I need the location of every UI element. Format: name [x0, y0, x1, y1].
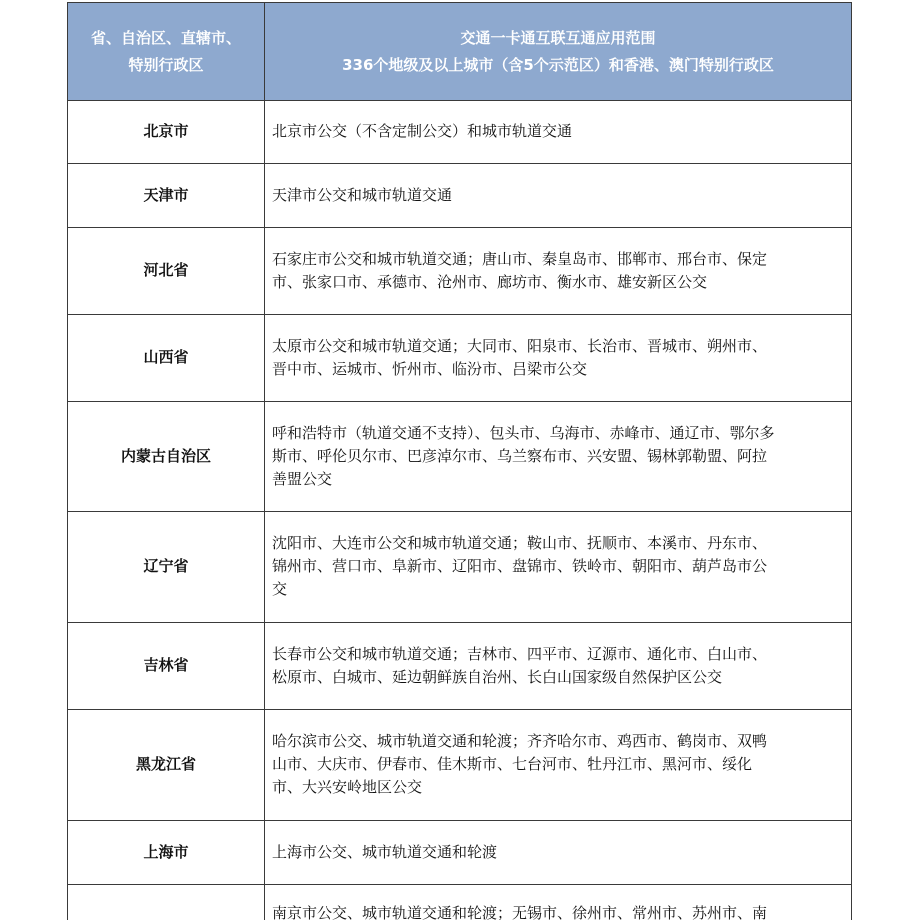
table-row	[68, 885, 852, 920]
scope-line: 沈阳市、大连市公交和城市轨道交通；鞍山市、抚顺市、本溪市、丹东市、	[272, 534, 768, 552]
scope-line: 市、大兴安岭地区公交	[272, 778, 423, 796]
scope-line: 交	[272, 580, 288, 598]
scope-cell	[265, 402, 852, 512]
scope-line: 松原市、白城市、延边朝鲜族自治州、长白山国家级自然保护区公交	[272, 667, 723, 686]
scope-cell	[265, 315, 852, 402]
scope-cell	[265, 710, 852, 821]
scope-line: 哈尔滨市公交、城市轨道交通和轮渡；齐齐哈尔市、鸡西市、鹤岗市、双鸭	[272, 732, 768, 750]
scope-cell	[265, 164, 852, 228]
scope-line: 上海市公交、城市轨道交通和轮渡	[272, 842, 498, 861]
table-row	[68, 315, 852, 402]
region-cell: 黑龙江省	[68, 710, 265, 821]
header-scope-line: 交通一卡通互联互通应用范围	[460, 28, 656, 47]
table-row	[68, 710, 852, 821]
table-row	[68, 821, 852, 885]
scope-cell	[265, 821, 852, 885]
region-cell: 吉林省	[68, 623, 265, 710]
scope-cell	[265, 623, 852, 710]
table-row	[68, 101, 852, 164]
scope-line: 晋中市、运城市、忻州市、临汾市、吕梁市公交	[272, 359, 588, 378]
header-scope	[265, 3, 852, 101]
header-region-line: 省、自治区、直辖市、	[90, 28, 241, 47]
scope-line: 善盟公交	[272, 469, 333, 488]
region-cell	[68, 885, 265, 920]
region-cell: 天津市	[68, 164, 265, 228]
scope-line: 斯市、呼伦贝尔市、巴彦淖尔市、乌兰察布市、兴安盟、锡林郭勒盟、阿拉	[272, 446, 768, 465]
table-header-row	[68, 3, 852, 101]
scope-line: 呼和浩特市（轨道交通不支持）、包头市、乌海市、赤峰市、通辽市、鄂尔多	[272, 423, 775, 442]
region-cell: 山西省	[68, 315, 265, 402]
scope-cell	[265, 101, 852, 164]
scope-line: 北京市公交（不含定制公交）和城市轨道交通	[272, 122, 573, 140]
table-row	[68, 164, 852, 228]
scope-line: 石家庄市公交和城市轨道交通；唐山市、秦皇岛市、邯郸市、邢台市、保定	[272, 249, 768, 268]
scope-line: 山市、大庆市、伊春市、佳木斯市、七台河市、牡丹江市、黑河市、绥化	[272, 755, 753, 773]
table-row	[68, 228, 852, 315]
scope-line: 天津市公交和城市轨道交通	[272, 185, 453, 204]
scope-line: 长春市公交和城市轨道交通；吉林市、四平市、辽源市、通化市、白山市、	[272, 644, 768, 663]
scope-cell	[265, 512, 852, 623]
transit-card-table-container	[67, 2, 851, 920]
scope-line: 太原市公交和城市轨道交通；大同市、阳泉市、长治市、晋城市、朔州市、	[272, 336, 768, 355]
table-row	[68, 512, 852, 623]
scope-cell	[265, 228, 852, 315]
region-cell: 河北省	[68, 228, 265, 315]
scope-cell	[265, 885, 852, 920]
region-cell: 辽宁省	[68, 512, 265, 623]
header-region	[68, 3, 265, 101]
region-cell: 北京市	[68, 101, 265, 164]
header-scope-line: 336个地级及以上城市（含5个示范区）和香港、澳门特别行政区	[342, 55, 774, 74]
region-cell: 上海市	[68, 821, 265, 885]
table-row	[68, 402, 852, 512]
scope-line: 市、张家口市、承德市、沧州市、廊坊市、衡水市、雄安新区公交	[272, 272, 708, 291]
table-row	[68, 623, 852, 710]
scope-line: 南京市公交、城市轨道交通和轮渡；无锡市、徐州市、常州市、苏州市、南	[272, 904, 768, 920]
scope-line: 锦州市、营口市、阜新市、辽阳市、盘锦市、铁岭市、朝阳市、葫芦岛市公	[272, 557, 768, 575]
region-cell: 内蒙古自治区	[68, 402, 265, 512]
transit-card-coverage-table	[67, 2, 852, 920]
header-region-line: 特别行政区	[128, 55, 204, 74]
